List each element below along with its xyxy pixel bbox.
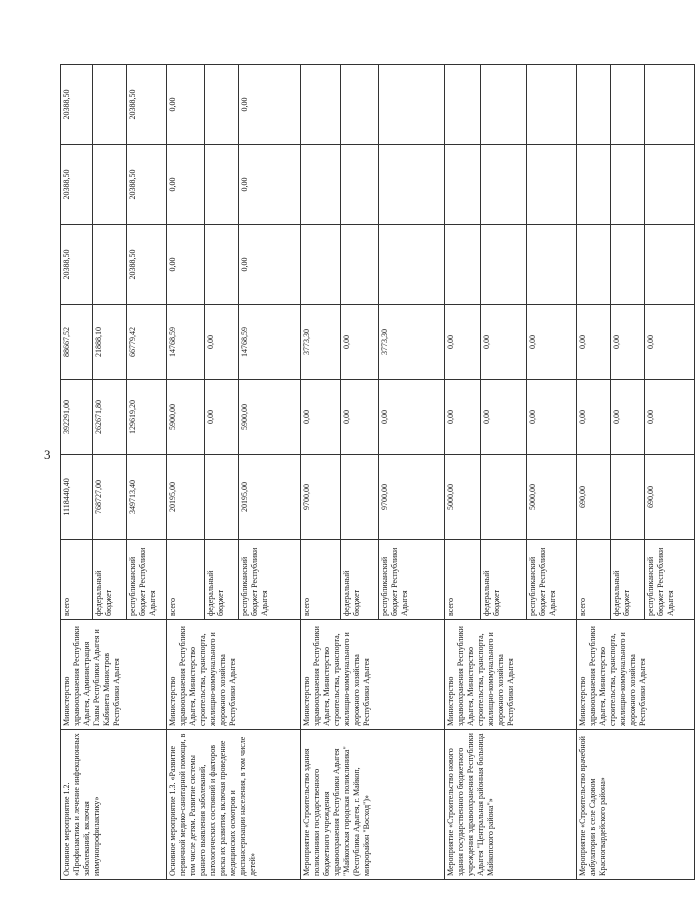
funding-source-cell: всего bbox=[445, 540, 481, 620]
value-cell: 20195,00 bbox=[167, 455, 205, 540]
value-cell: 690,00 bbox=[577, 455, 611, 540]
value-cell bbox=[341, 455, 379, 540]
value-cell: 0,00 bbox=[527, 305, 577, 380]
value-cell bbox=[645, 65, 695, 145]
value-cell: 0,00 bbox=[577, 380, 611, 455]
value-cell: 0,00 bbox=[611, 305, 645, 380]
event-cell: Мероприятие «Строительство здания поликлиники государственного бюджетного учреждения здравоохранения Республики Адыгея "Майкопская городская поликлиника" (Республика Адыгея, г. Майкоп, микрорайон "Восход")» bbox=[301, 730, 445, 880]
value-cell: 0,00 bbox=[341, 305, 379, 380]
funding-source-cell: всего bbox=[577, 540, 611, 620]
event-cell: Основное мероприятие 1.2. «Профилактика и лечение инфекционных заболеваний, включая иммунопрофилактику» bbox=[61, 730, 167, 880]
value-cell bbox=[445, 145, 481, 225]
value-cell: 0,00 bbox=[445, 380, 481, 455]
value-cell: 5900,00 bbox=[239, 380, 301, 455]
value-cell: 768727,00 bbox=[93, 455, 127, 540]
funding-source-cell: федеральный бюджет bbox=[341, 540, 379, 620]
value-cell: 0,00 bbox=[577, 305, 611, 380]
value-cell: 690,00 bbox=[645, 455, 695, 540]
value-cell: 9700,00 bbox=[379, 455, 445, 540]
value-cell: 392291,00 bbox=[61, 380, 93, 455]
value-cell: 5000,00 bbox=[445, 455, 481, 540]
value-cell: 0,00 bbox=[301, 380, 341, 455]
funding-source-cell: всего bbox=[301, 540, 341, 620]
executor-cell: Министерство здравоохранения Республики Адыгея, Администрация Главы Республики Адыгея и Кабинета Министров Республики Адыгея bbox=[61, 620, 167, 730]
page-number: 3 bbox=[44, 447, 51, 462]
value-cell: 0,00 bbox=[481, 305, 527, 380]
value-cell bbox=[577, 65, 611, 145]
value-cell bbox=[341, 145, 379, 225]
value-cell bbox=[205, 65, 239, 145]
value-cell bbox=[611, 455, 645, 540]
value-cell: 0,00 bbox=[611, 380, 645, 455]
value-cell bbox=[611, 65, 645, 145]
funding-source-cell: федеральный бюджет bbox=[205, 540, 239, 620]
table-row bbox=[61, 65, 93, 880]
value-cell: 21888,10 bbox=[93, 305, 127, 380]
table-row bbox=[301, 65, 341, 880]
value-cell bbox=[379, 225, 445, 305]
value-cell bbox=[341, 225, 379, 305]
value-cell bbox=[481, 65, 527, 145]
value-cell bbox=[301, 225, 341, 305]
value-cell bbox=[205, 455, 239, 540]
value-cell: 0,00 bbox=[205, 305, 239, 380]
value-cell bbox=[445, 225, 481, 305]
value-cell bbox=[645, 145, 695, 225]
executor-cell: Министерство здравоохранения Республики Адыгея, Министерство строительства, транспорта, жилищно-коммунального и дорожного хозяйства Республики Адыгея bbox=[577, 620, 695, 730]
value-cell: 129619,20 bbox=[127, 380, 167, 455]
funding-source-cell: федеральный бюджет bbox=[611, 540, 645, 620]
value-cell bbox=[611, 225, 645, 305]
value-cell bbox=[481, 225, 527, 305]
budget-table bbox=[60, 64, 695, 880]
value-cell: 20388,50 bbox=[127, 65, 167, 145]
value-cell: 20388,50 bbox=[61, 145, 93, 225]
value-cell bbox=[301, 65, 341, 145]
value-cell: 262671,80 bbox=[93, 380, 127, 455]
value-cell: 0,00 bbox=[527, 380, 577, 455]
funding-source-cell: всего bbox=[61, 540, 93, 620]
value-cell: 66779,42 bbox=[127, 305, 167, 380]
value-cell: 349713,40 bbox=[127, 455, 167, 540]
funding-source-cell: республиканский бюджет Республики Адыгея bbox=[379, 540, 445, 620]
value-cell: 20388,50 bbox=[127, 145, 167, 225]
value-cell bbox=[481, 455, 527, 540]
value-cell: 0,00 bbox=[167, 225, 205, 305]
executor-cell: Министерство здравоохранения Республики Адыгея, Министерство строительства, транспорта, жилищно-коммунального и дорожного хозяйства Республики Адыгея bbox=[301, 620, 445, 730]
value-cell bbox=[379, 65, 445, 145]
funding-source-cell: всего bbox=[167, 540, 205, 620]
value-cell bbox=[527, 225, 577, 305]
value-cell: 3773,30 bbox=[301, 305, 341, 380]
value-cell bbox=[93, 65, 127, 145]
event-cell: Мероприятие «Строительство врачебной амбулатории в селе Садовом Красногвардейского района» bbox=[577, 730, 695, 880]
value-cell: 5000,00 bbox=[527, 455, 577, 540]
funding-source-cell: федеральный бюджет bbox=[481, 540, 527, 620]
table-row bbox=[167, 65, 205, 880]
value-cell: 14768,59 bbox=[239, 305, 301, 380]
value-cell bbox=[645, 225, 695, 305]
value-cell: 0,00 bbox=[645, 380, 695, 455]
table-row bbox=[445, 65, 481, 880]
value-cell bbox=[93, 145, 127, 225]
value-cell bbox=[527, 145, 577, 225]
value-cell: 20195,00 bbox=[239, 455, 301, 540]
rotated-table-wrapper bbox=[60, 65, 675, 880]
value-cell bbox=[341, 65, 379, 145]
event-cell: Основное мероприятие 1.3. «Развитие первичной медико-санитарной помощи, в том числе детям. Развитие системы раннего выявления заболеваний, патологических состояний и факторов риска их развития, включая проведение медицинских осмотров и диспансеризации населения, в том числе детей» bbox=[167, 730, 301, 880]
value-cell bbox=[301, 145, 341, 225]
value-cell bbox=[93, 225, 127, 305]
value-cell: 1118440,40 bbox=[61, 455, 93, 540]
value-cell: 0,00 bbox=[379, 380, 445, 455]
table-row bbox=[577, 65, 611, 880]
executor-cell: Министерство здравоохранения Республики Адыгея, Министерство строительства, транспорта, жилищно-коммунального и дорожного хозяйства Республики Адыгея bbox=[167, 620, 301, 730]
funding-source-cell: республиканский бюджет Республики Адыгея bbox=[127, 540, 167, 620]
funding-source-cell: республиканский бюджет Республики Адыгея bbox=[645, 540, 695, 620]
value-cell bbox=[379, 145, 445, 225]
value-cell: 0,00 bbox=[341, 380, 379, 455]
value-cell bbox=[577, 225, 611, 305]
value-cell: 0,00 bbox=[239, 225, 301, 305]
value-cell: 3773,30 bbox=[379, 305, 445, 380]
table-body bbox=[61, 65, 695, 880]
value-cell bbox=[205, 225, 239, 305]
value-cell: 20388,50 bbox=[127, 225, 167, 305]
event-cell: Мероприятие «Строительство нового здания государственного бюджетного учреждения здравоохранения Республики Адыгея "Центральная районная больница Майкопского района"» bbox=[445, 730, 577, 880]
value-cell: 0,00 bbox=[205, 380, 239, 455]
value-cell: 0,00 bbox=[239, 65, 301, 145]
funding-source-cell: федеральный бюджет bbox=[93, 540, 127, 620]
value-cell bbox=[445, 65, 481, 145]
value-cell: 88667,52 bbox=[61, 305, 93, 380]
value-cell: 0,00 bbox=[481, 380, 527, 455]
value-cell: 14768,59 bbox=[167, 305, 205, 380]
value-cell: 20388,50 bbox=[61, 65, 93, 145]
funding-source-cell: республиканский бюджет Республики Адыгея bbox=[239, 540, 301, 620]
executor-cell: Министерство здравоохранения Республики Адыгея, Министерство строительства, транспорта, жилищно-коммунального и дорожного хозяйства Республики Адыгея bbox=[445, 620, 577, 730]
value-cell: 0,00 bbox=[445, 305, 481, 380]
value-cell: 20388,50 bbox=[61, 225, 93, 305]
value-cell bbox=[205, 145, 239, 225]
value-cell: 0,00 bbox=[167, 145, 205, 225]
value-cell bbox=[527, 65, 577, 145]
funding-source-cell: республиканский бюджет Республики Адыгея bbox=[527, 540, 577, 620]
value-cell bbox=[577, 145, 611, 225]
value-cell: 9700,00 bbox=[301, 455, 341, 540]
value-cell: 5900,00 bbox=[167, 380, 205, 455]
value-cell bbox=[481, 145, 527, 225]
value-cell: 0,00 bbox=[645, 305, 695, 380]
value-cell: 0,00 bbox=[167, 65, 205, 145]
value-cell: 0,00 bbox=[239, 145, 301, 225]
value-cell bbox=[611, 145, 645, 225]
